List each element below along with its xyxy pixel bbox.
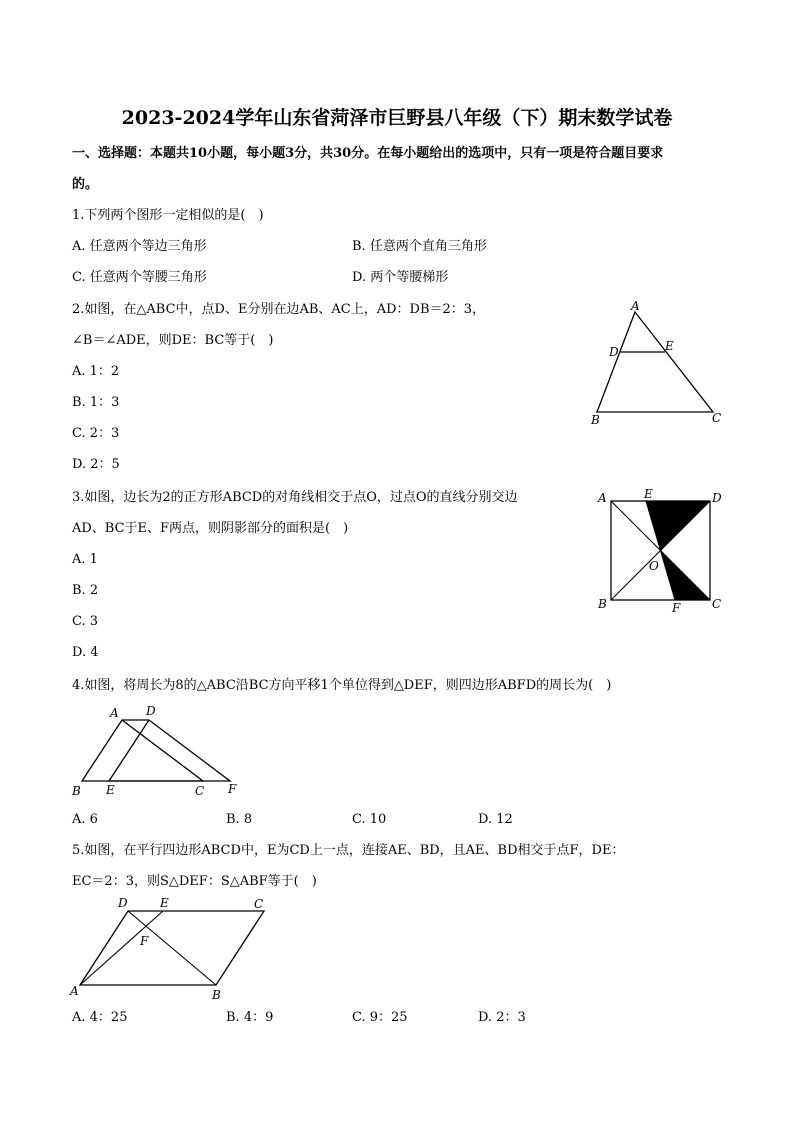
label-e: E bbox=[160, 896, 169, 910]
label-d: D bbox=[609, 345, 619, 359]
triangle-abc bbox=[597, 312, 713, 412]
q1-option-b: B. 任意两个直角三角形 bbox=[352, 239, 487, 254]
q5-stem-cont: EC＝2：3，则S△DEF：S△ABF等于( ) bbox=[72, 874, 317, 889]
q2-option-c: C. 2：3 bbox=[72, 426, 120, 441]
label-a: A bbox=[70, 984, 79, 998]
label-c: C bbox=[254, 897, 264, 911]
segment-bd bbox=[128, 911, 216, 985]
shaded-region-top bbox=[646, 501, 710, 551]
q2-stem-cont: ∠B＝∠ADE，则DE：BC等于( ) bbox=[72, 333, 274, 348]
label-o: O bbox=[649, 559, 659, 573]
label-f: F bbox=[140, 934, 149, 948]
q2-triangle-figure bbox=[585, 298, 735, 433]
q4-option-a: A. 6 bbox=[72, 812, 98, 827]
q1-option-a: A. 任意两个等边三角形 bbox=[72, 239, 207, 254]
section-heading-cont: 的。 bbox=[72, 177, 99, 192]
label-d: D bbox=[146, 704, 156, 718]
q5-parallelogram-figure bbox=[66, 893, 281, 1005]
label-c: C bbox=[195, 784, 205, 798]
q3-stem-cont: AD、BC于E、F两点，则阴影部分的面积是( ) bbox=[72, 521, 349, 536]
triangle-def bbox=[109, 720, 230, 781]
label-b: B bbox=[72, 784, 81, 798]
q5-option-d: D. 2：3 bbox=[478, 1010, 526, 1025]
label-e: E bbox=[665, 339, 674, 353]
q5-stem: 5.如图，在平行四边形ABCD中，E为CD上一点，连接AE、BD，且AE、BD相交于点F，DE： bbox=[72, 843, 625, 858]
q2-option-d: D. 2：5 bbox=[72, 457, 120, 472]
q5-option-c: C. 9：25 bbox=[352, 1010, 408, 1025]
label-d: D bbox=[118, 896, 128, 910]
q1-stem: 1.下列两个图形一定相似的是( ) bbox=[72, 208, 264, 223]
q3-option-a: A. 1 bbox=[72, 552, 98, 567]
section-heading: 一、选择题：本题共10小题，每小题3分，共30分。在每小题给出的选项中，只有一项是符合题目要求 bbox=[72, 146, 664, 161]
label-e: E bbox=[644, 487, 653, 501]
label-c: C bbox=[712, 597, 722, 611]
q2-stem: 2.如图，在△ABC中，点D、E分别在边AB、AC上，AD：DB＝2：3， bbox=[72, 302, 486, 317]
q3-option-b: B. 2 bbox=[72, 583, 99, 598]
exam-title: 2023-2024学年山东省菏泽市巨野县八年级（下）期末数学试卷 bbox=[121, 107, 673, 129]
q3-stem: 3.如图，边长为2的正方形ABCD的对角线相交于点O，过点O的直线分别交边 bbox=[72, 490, 518, 505]
label-c: C bbox=[712, 411, 722, 425]
label-e: E bbox=[106, 783, 115, 797]
q4-option-d: D. 12 bbox=[478, 812, 513, 827]
label-b: B bbox=[212, 988, 221, 1002]
q3-square-figure bbox=[594, 488, 734, 618]
label-a: A bbox=[598, 491, 607, 505]
q2-option-b: B. 1：3 bbox=[72, 395, 120, 410]
label-d: D bbox=[712, 491, 722, 505]
q3-option-d: D. 4 bbox=[72, 645, 99, 660]
q2-option-a: A. 1：2 bbox=[72, 364, 120, 379]
q5-option-b: B. 4：9 bbox=[226, 1010, 274, 1025]
q1-option-d: D. 两个等腰梯形 bbox=[352, 270, 449, 285]
q4-stem: 4.如图，将周长为8的△ABC沿BC方向平移1个单位得到△DEF，则四边形ABFD的周长为( ) bbox=[72, 678, 612, 693]
label-b: B bbox=[591, 413, 600, 427]
label-f: F bbox=[672, 601, 681, 615]
q4-option-c: C. 10 bbox=[352, 812, 387, 827]
label-a: A bbox=[110, 706, 119, 720]
q4-translation-figure bbox=[68, 700, 253, 800]
label-b: B bbox=[598, 597, 607, 611]
q1-option-c: C. 任意两个等腰三角形 bbox=[72, 270, 207, 285]
q4-option-b: B. 8 bbox=[226, 812, 253, 827]
q3-option-c: C. 3 bbox=[72, 614, 99, 629]
label-a: A bbox=[631, 299, 640, 313]
q5-option-a: A. 4：25 bbox=[72, 1010, 128, 1025]
label-f: F bbox=[228, 782, 237, 796]
